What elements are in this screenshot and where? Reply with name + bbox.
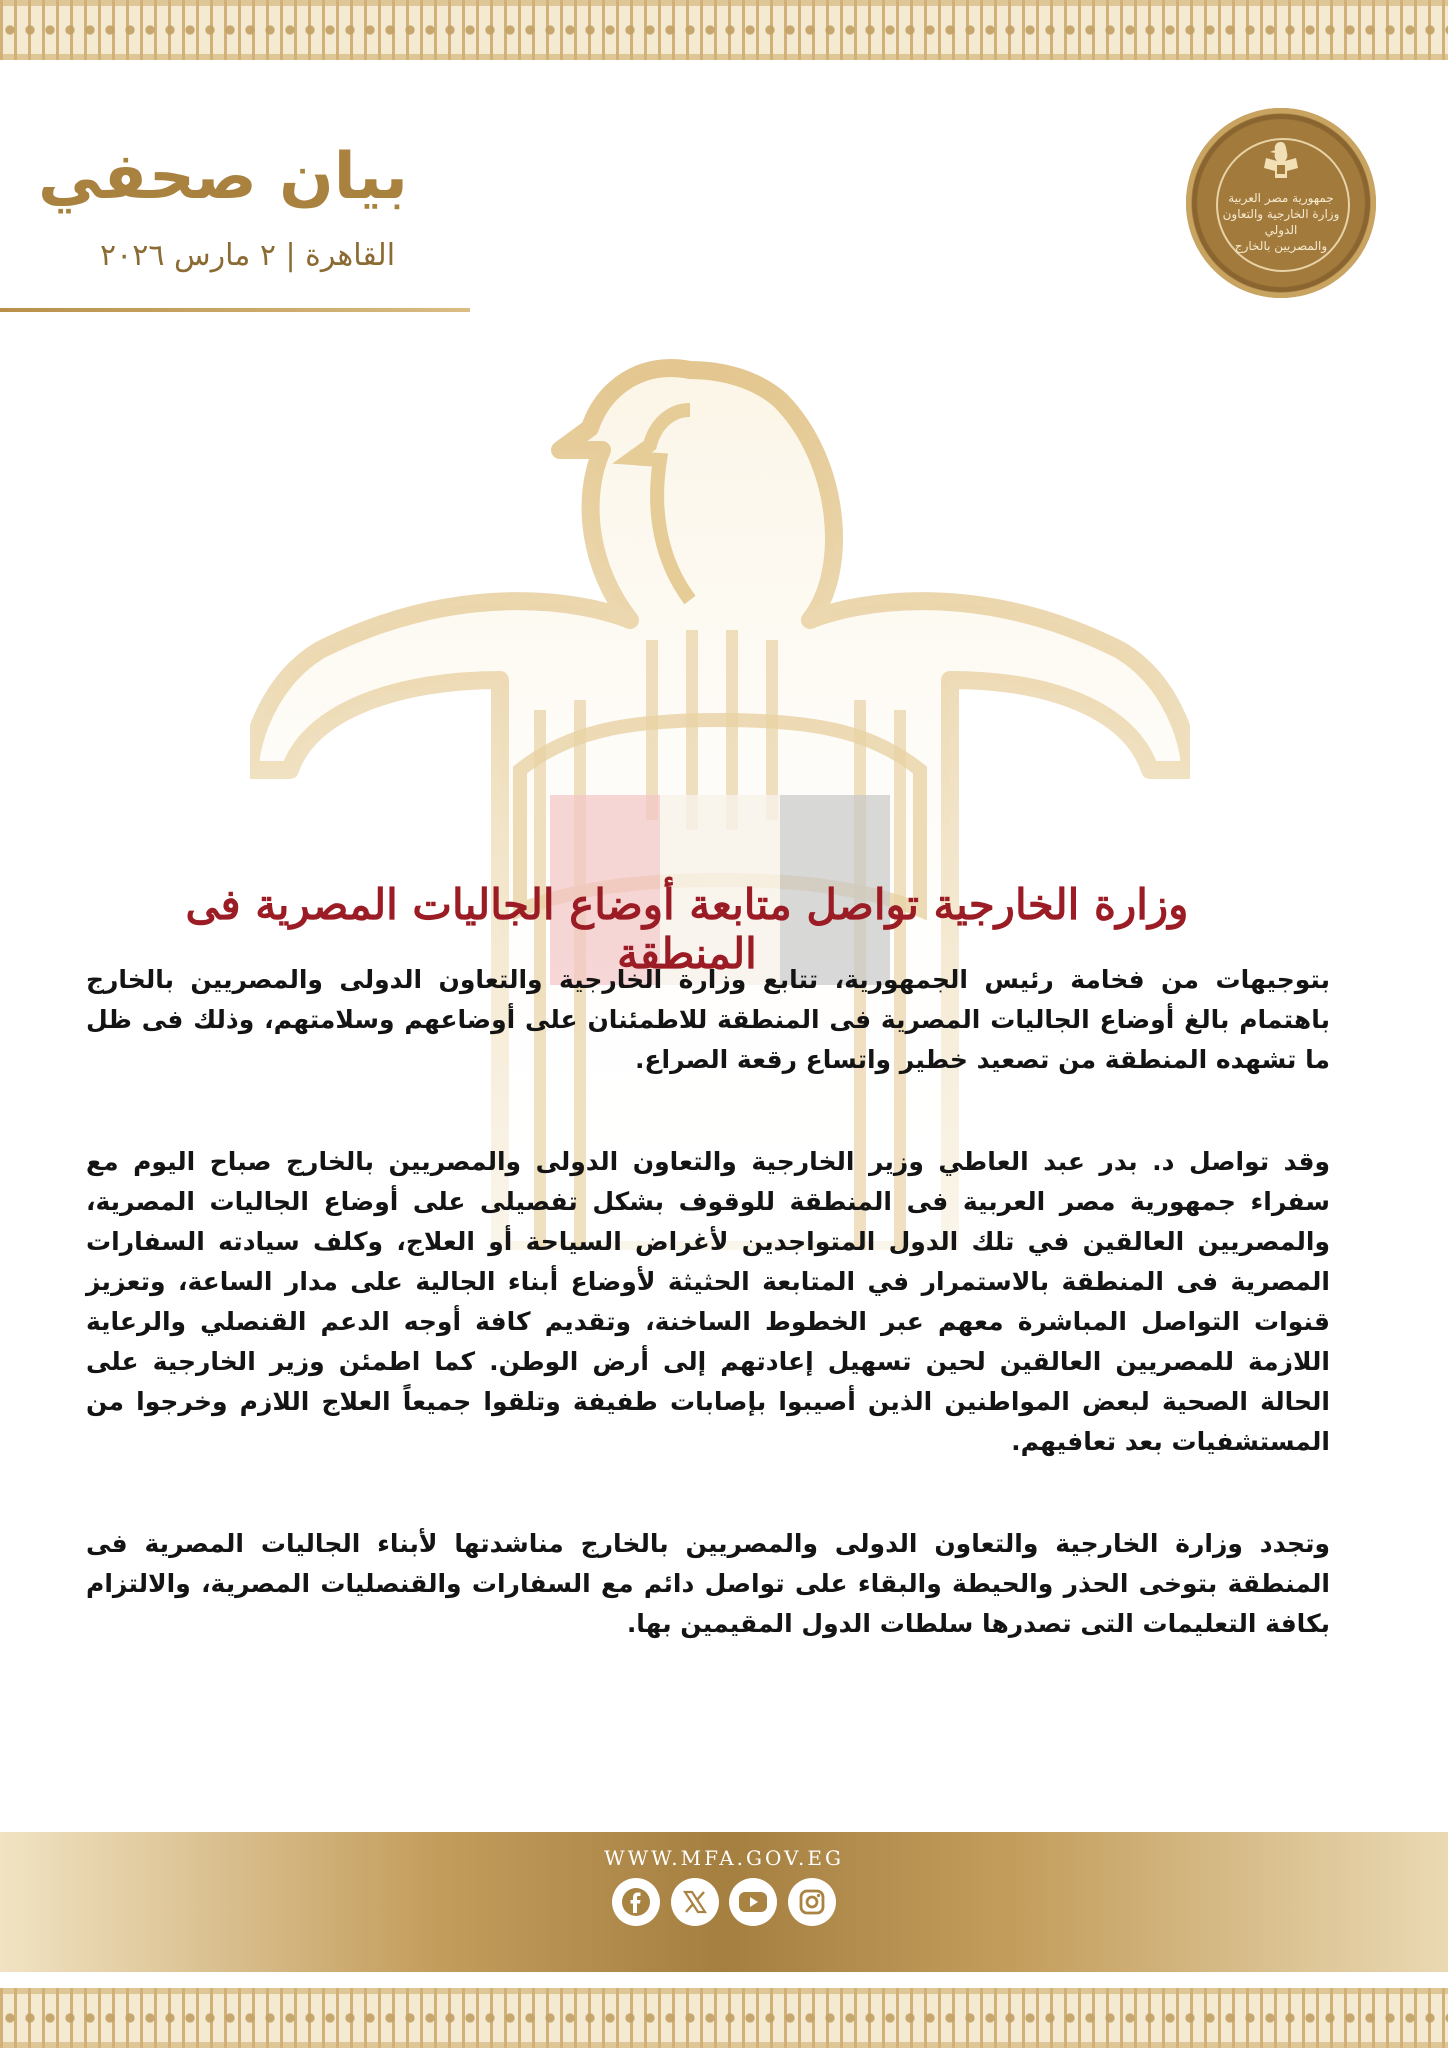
body-paragraph: وتجدد وزارة الخارجية والتعاون الدولى والمصريين بالخارج مناشدتها لأبناء الجاليات المصرية فى المنطقة بتوخى الحذر والحيطة والبقاء على تواصل دائم مع السفارات والقنصليات المصرية، والالتزام بكافة التعليمات التى تصدرها سلطات الدول المقيمين بها. <box>86 1529 1330 1638</box>
body-paragraph: بتوجيهات من فخامة رئيس الجمهورية، تتابع وزارة الخارجية والتعاون الدولى والمصريين بالخارج باهتمام بالغ أوضاع الجاليات المصرية فى المنطقة للاطمئنان على أوضاعهم وسلامتهم، وذلك فى ظل ما تشهده المنطقة من تصعيد خطير واتساع رقعة الصراع. <box>86 965 1330 1074</box>
body-paragraph: وقد تواصل د. بدر عبد العاطي وزير الخارجية والتعاون الدولى والمصريين بالخارج صباح اليوم مع سفراء جمهورية مصر العربية فى المنطقة للوقوف بشكل تفصيلى على أوضاع الجاليات المصرية، والمصريين العالقين في تلك الدول المتواجدين لأغراض السياحة أو العلاج، وكلف سيادته السفارات المصرية فى المنطقة بالاستمرار في المتابعة الحثيثة لأوضاع أبناء الجالية على مدار الساعة، وتعزيز قنوات التواصل المباشرة معهم عبر الخطوط الساخنة، وتقديم كافة أوجه الدعم القنصلي والرعاية اللازمة للمصريين العالقين لحين تسهيل إعادتهم إلى أرض الوطن. كما اطمئن وزير الخارجية على الحالة الصحية لبعض المواطنين الذين أصيبوا بإصابات طفيفة وتلقوا جميعاً العلاج اللازم وخرجوا من المستشفيات بعد تعافيهم. <box>86 1147 1330 1456</box>
bottom-decorative-border <box>0 1988 1448 2048</box>
instagram-icon[interactable] <box>788 1878 836 1926</box>
press-headline: وزارة الخارجية تواصل متابعة أوضاع الجاليات المصرية فى المنطقة <box>185 880 1189 978</box>
ministry-seal <box>1186 108 1376 298</box>
header-divider <box>0 308 470 312</box>
page-title: بيان صحفي <box>38 140 408 214</box>
date-line: القاهرة | ٢ مارس ٢٠٢٦ <box>100 238 396 273</box>
facebook-icon[interactable] <box>612 1878 660 1926</box>
press-body <box>86 960 1330 1706</box>
youtube-icon[interactable] <box>729 1878 777 1926</box>
website-link[interactable]: WWW.MFA.GOV.EG <box>604 1846 844 1870</box>
eagle-emblem-icon <box>1258 138 1304 184</box>
seal-caption <box>1210 190 1352 254</box>
seal-line: وزارة الخارجية والتعاون الدولي <box>1222 207 1340 237</box>
top-decorative-border <box>0 0 1448 60</box>
social-links <box>612 1878 836 1932</box>
x-icon[interactable] <box>671 1878 719 1926</box>
seal-line: والمصريين بالخارج <box>1234 239 1328 253</box>
seal-line: جمهورية مصر العربية <box>1228 191 1334 205</box>
